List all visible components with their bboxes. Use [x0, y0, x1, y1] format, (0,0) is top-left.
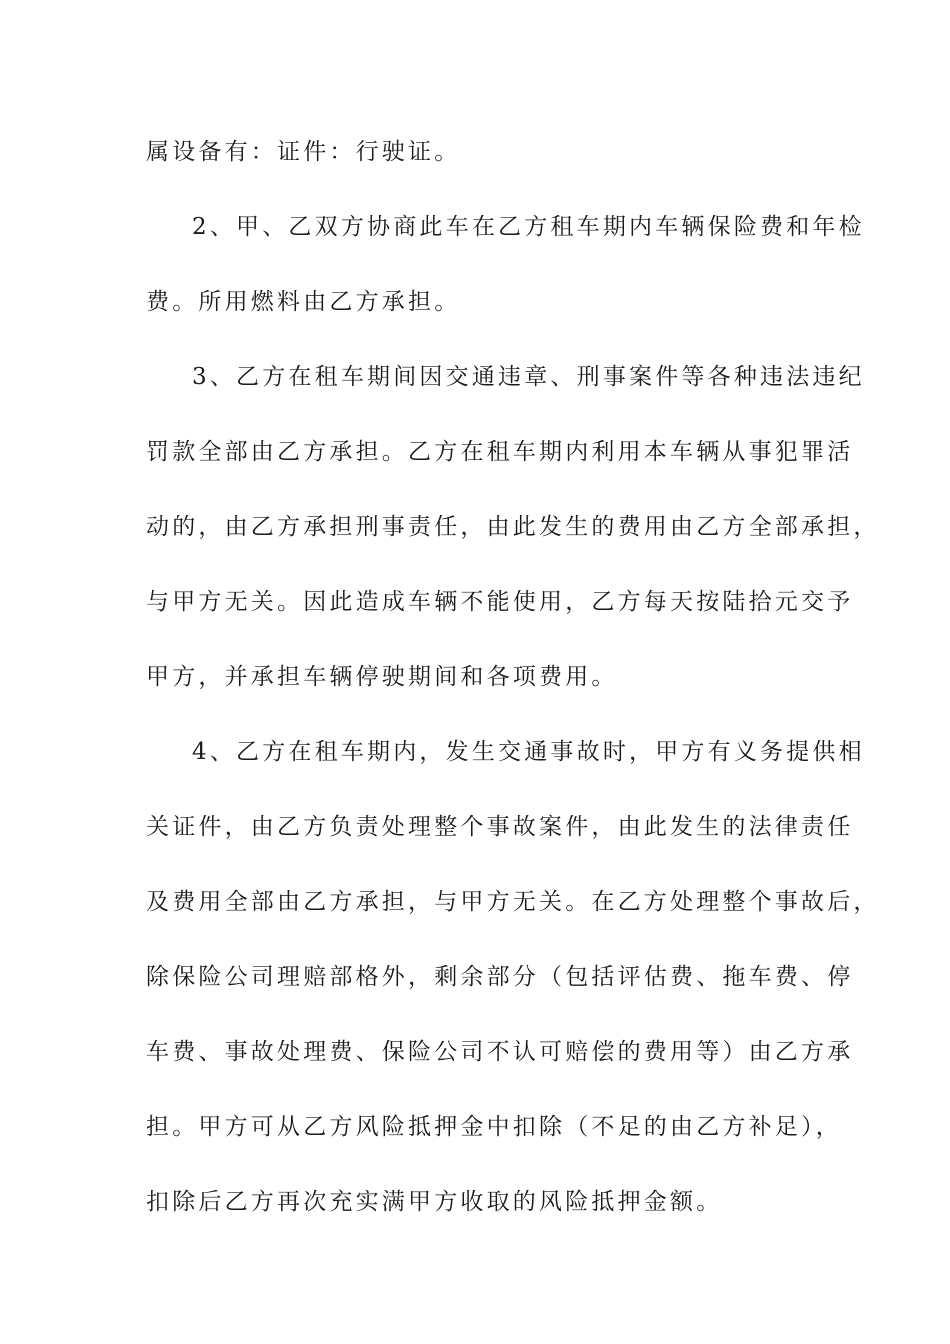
text-line: 扣除后乙方再次充实满甲方收取的风险抵押金额。: [146, 1189, 723, 1215]
text-line: 担。甲方可从乙方风险抵押金中扣除（不足的由乙方补足），: [146, 1114, 842, 1140]
text-line: 除保险公司理赔部格外，剩余部分（包括评估费、拖车费、停: [146, 964, 854, 990]
text-line: 与甲方无关。因此造成车辆不能使用，乙方每天按陆拾元交予: [146, 589, 854, 615]
text-line: 车费、事故处理费、保险公司不认可赔偿的费用等）由乙方承: [146, 1039, 854, 1065]
text-line: 关证件，由乙方负责处理整个事故案件，由此发生的法律责任: [146, 814, 854, 840]
text-line: 属设备有：证件：行驶证。: [146, 139, 461, 165]
text-line: 费。所用燃料由乙方承担。: [146, 289, 461, 315]
text-line: 甲方，并承担车辆停驶期间和各项费用。: [146, 664, 618, 690]
paragraph-3-line: 3、乙方在租车期间因交通违章、刑事案件等各种违法违纪: [192, 364, 865, 390]
paragraph-2-line: 2、甲、乙双方协商此车在乙方租车期内车辆保险费和年检: [192, 214, 865, 240]
text-line: 动的，由乙方承担刑事责任，由此发生的费用由乙方全部承担，: [146, 514, 880, 540]
paragraph-4-line: 4、乙方在租车期内，发生交通事故时，甲方有义务提供相: [192, 739, 865, 765]
text-line: 及费用全部由乙方承担，与甲方无关。在乙方处理整个事故后，: [146, 889, 880, 915]
text-line: 罚款全部由乙方承担。乙方在租车期内利用本车辆从事犯罪活: [146, 439, 854, 465]
